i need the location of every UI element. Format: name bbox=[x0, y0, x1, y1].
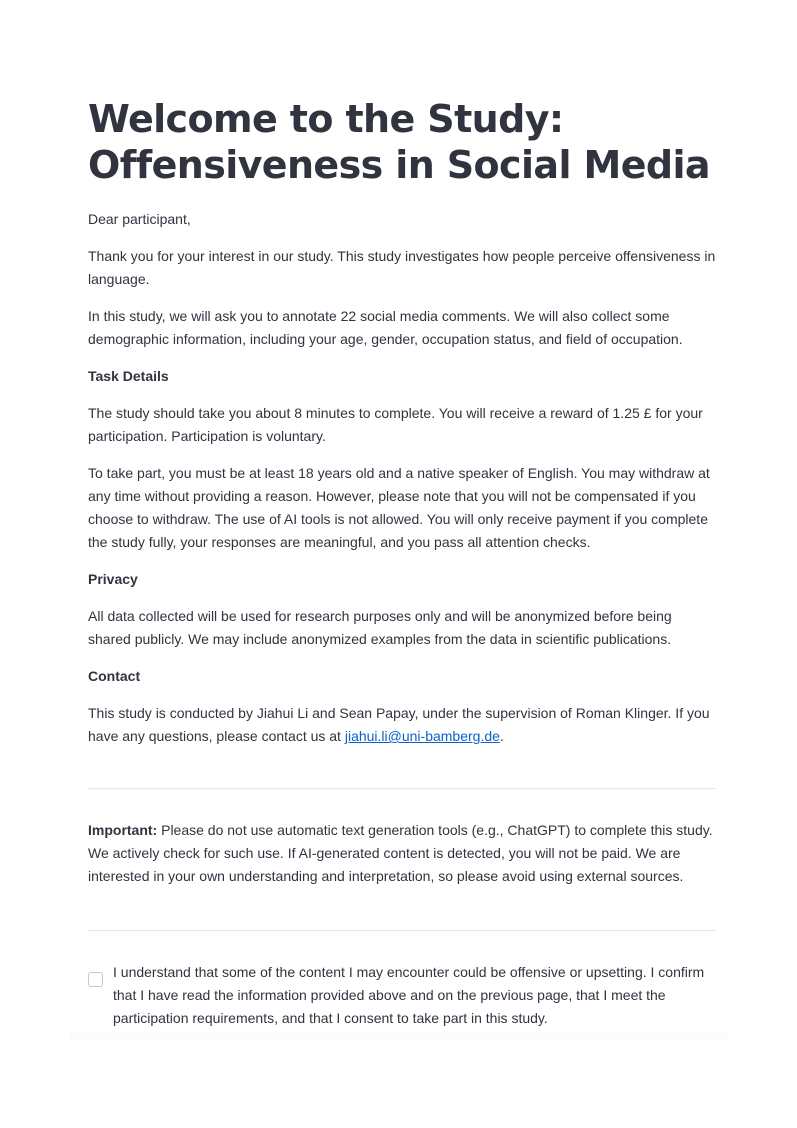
contact-text: This study is conducted by Jiahui Li and Sean Papay, under the supervision of Roman Klinger. If you have any questions, please contact us at bbox=[88, 705, 710, 744]
contact-paragraph bbox=[88, 702, 716, 748]
divider bbox=[88, 930, 716, 931]
important-notice bbox=[88, 789, 716, 888]
privacy-paragraph: All data collected will be used for research purposes only and will be anonymized before being shared publicly. We may include anonymized examples from the data in scientific publications. bbox=[88, 608, 672, 647]
task-details-paragraph-1: The study should take you about 8 minutes to complete. You will receive a reward of 1.25 £ for your participation. Participation is voluntary. bbox=[88, 405, 703, 444]
consent-checkbox-row[interactable] bbox=[88, 961, 716, 1030]
contact-text-end: . bbox=[499, 728, 504, 744]
main-content bbox=[88, 96, 716, 1030]
page-title bbox=[88, 96, 716, 188]
study-description: In this study, we will ask you to annotate 22 social media comments. We will also collect some demographic information, including your age, gender, occupation status, and field of occupation. bbox=[88, 308, 683, 347]
page-title-line-1: Welcome to the Study: bbox=[88, 97, 564, 141]
bottom-band bbox=[70, 1032, 728, 1040]
task-details-heading: Task Details bbox=[88, 368, 169, 384]
task-details-paragraph-2: To take part, you must be at least 18 years old and a native speaker of English. You may withdraw at any time without providing a reason. However, please note that you will not be compensated if you choose to withdraw. The use of AI tools is not allowed. You will only receive payment if you complete the study fully, your responses are meaningful, and you pass all attention checks. bbox=[88, 465, 710, 550]
greeting: Dear participant, bbox=[88, 211, 191, 227]
consent-checkbox[interactable] bbox=[88, 972, 103, 987]
contact-email-link[interactable]: jiahui.li@uni-bamberg.de bbox=[344, 728, 500, 744]
contact-heading: Contact bbox=[88, 668, 141, 684]
consent-label[interactable]: I understand that some of the content I may encounter could be offensive or upsetting. I confirm that I have read the information provided above and on the previous page, that I meet the participation requirements, and that I consent to take part in this study. bbox=[113, 964, 705, 1026]
page-title-line-2: Offensiveness in Social Media bbox=[88, 143, 710, 187]
important-paragraph bbox=[88, 819, 716, 888]
important-text: Please do not use automatic text generation tools (e.g., ChatGPT) to complete this study. We actively check for such use. If AI-generated content is detected, you will not be paid. We are interested in your own understanding and interpretation, so please avoid using external sources. bbox=[88, 822, 713, 884]
intro-paragraph: Thank you for your interest in our study. This study investigates how people perceive offensiveness in language. bbox=[88, 248, 716, 287]
important-label: Important: bbox=[88, 822, 158, 838]
privacy-heading: Privacy bbox=[88, 571, 138, 587]
